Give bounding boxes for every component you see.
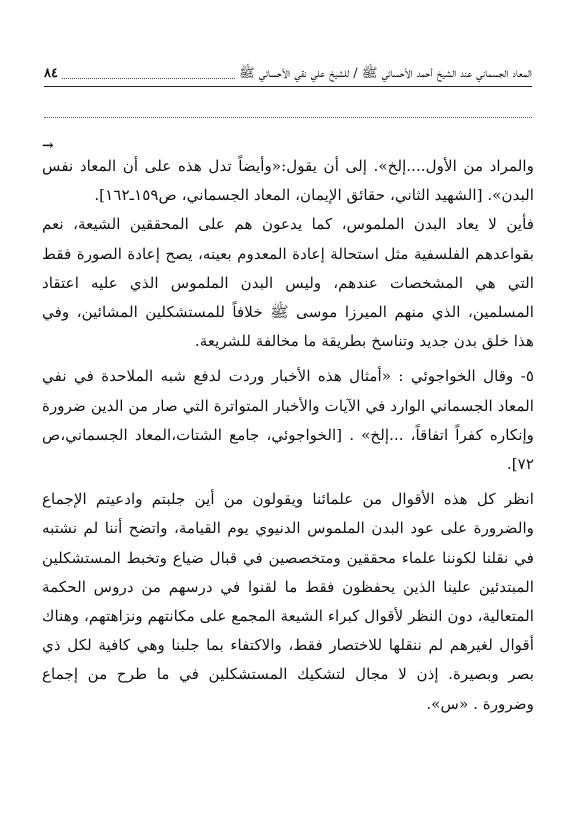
paragraph-2: فأين لا يعاد البدن الملموس، كما يدعون هم على المحققين الشيعة، نعم بقواعدهم الفلسفية مثل استحالة إعادة المعدوم بعينه، يصح إعادة الصورة فقط التي هي المشخصات عندهم، وليس البدن الملموس الذي عليه اعتقاد المسلمين، الذي منهم الميرزا موسى ﷺ خلافاً للمستشكلين المشائين، وفي هذا خلق بدن جديد وتناسخ بطريقة ما مخالفة للشريعة. [42, 215, 534, 351]
paragraph-1: والمراد من الأول....إلخ». إلى أن يقول:«وأيضاً تدل هذه على أن المعاد نفس البدن». [الشهيد الثاني، حقائق الإيمان، المعاد الجسماني، ص١٥٩ـ١٦٢]. [42, 157, 534, 205]
continuation-arrow-icon: → [42, 138, 54, 154]
dotted-separator [44, 117, 532, 118]
paragraph-3: ٥- وقال الخواجوئي : «أمثال هذه الأخبار وردت لدفع شبه الملاحدة في نفي المعاد الجسماني الوارد في الآيات والأخبار المتواترة التي صار من الدين ضرورة وإنكاره كفراً اتفاقاً، ...إلخ» . [الخواجوئي، جامع الشتات،المعاد الجسماني،ص ٧٢]. [42, 367, 534, 474]
paragraph-4: انظر كل هذه الأقوال من علمائنا ويقولون من أين جلبتم وادعيتم الإجماع والضرورة على عود البدن الملموس الدنيوي يوم القيامة، واتضح أننا لم نشتبه في نقلنا لكوننا علماء محققين ومتخصصين في قبال ضياع وتخبط المستشكلين المبتدئين علينا الذين يحفظون فقط ما لقنوا في درسهم من دروس الحكمة المتعالية، دون النظر لأقوال كبراء الشيعة المجمع على مكانتهم ونزاهتهم، وهناك أقوال لغيرهم لم ننقلها للاختصار فقط، والاكتفاء بما جلبنا وهي كافية لكل ذي بصر وبصيرة. إذن لا مجال لتشكيك المستشكلين في ما طرح من إجماع وضرورة . «س». [42, 490, 534, 713]
page-number: ٨٤ [44, 66, 58, 81]
running-header [44, 62, 532, 87]
body-text [42, 152, 534, 719]
header-dot-leader [62, 77, 235, 79]
header-title: المعاد الجسماني عند الشيخ أحمد الأحسائي ﷺ / للشيخ علي نقي الأحسائي ﷺ [239, 66, 532, 81]
